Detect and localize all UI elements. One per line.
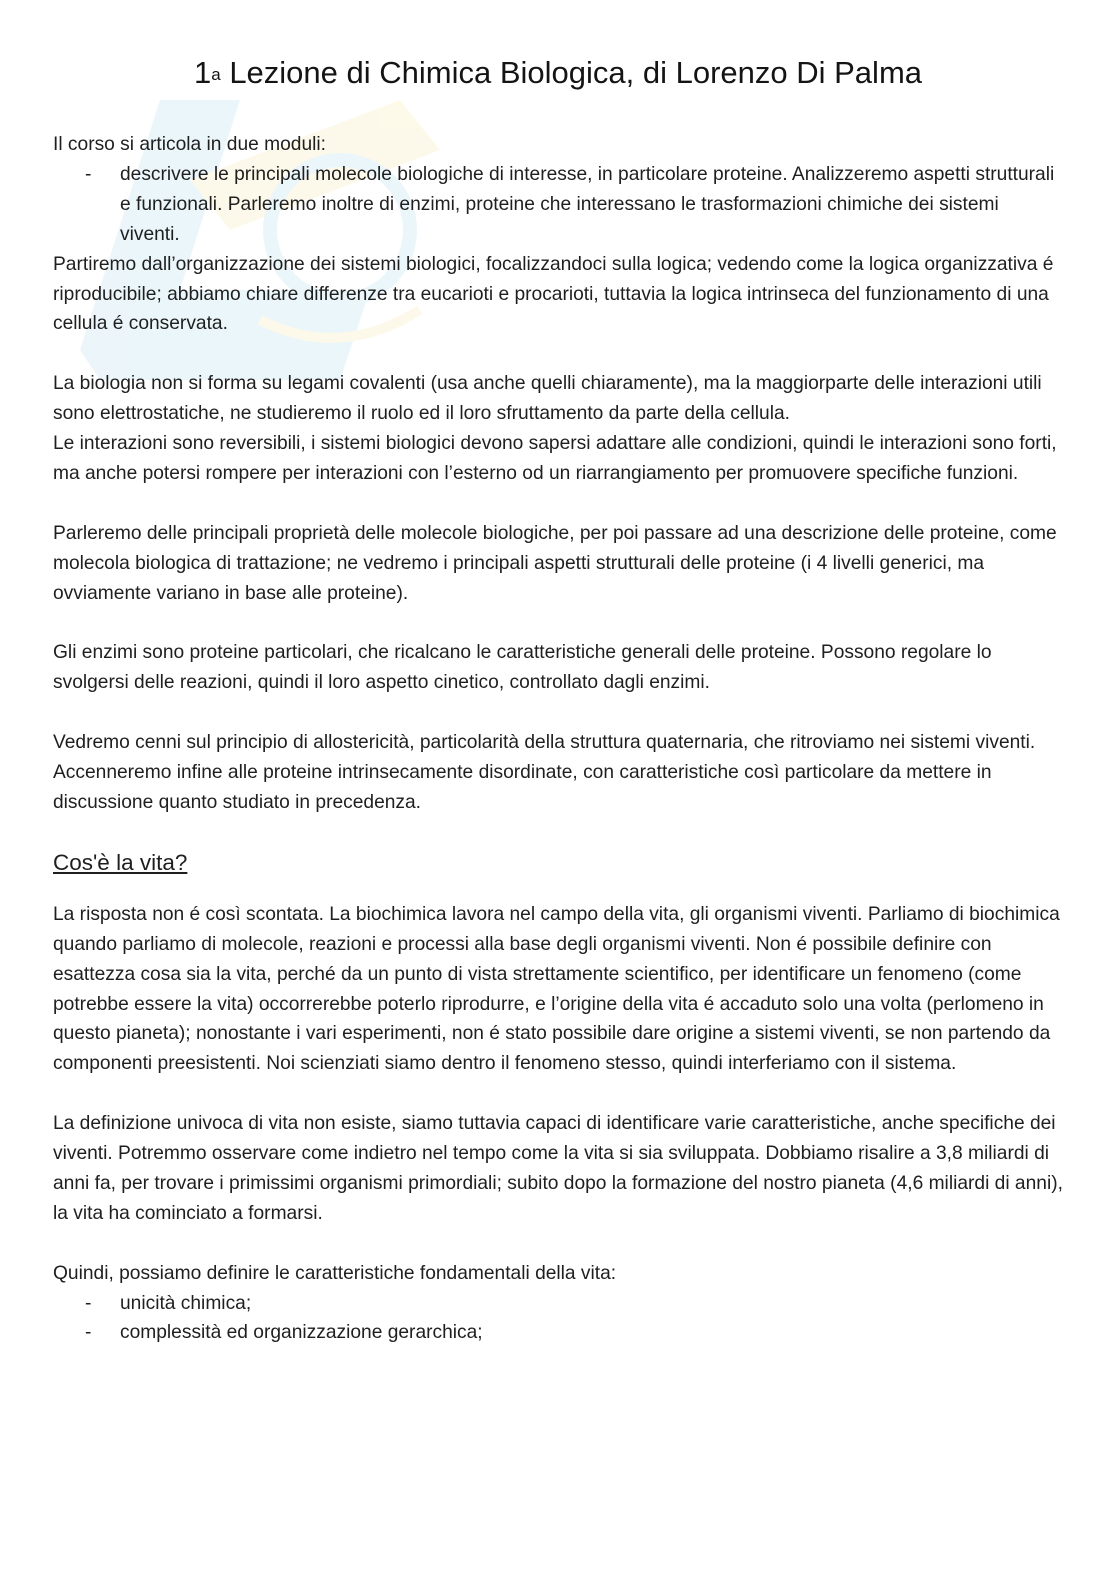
list-item-text: complessità ed organizzazione gerarchica;: [120, 1322, 483, 1344]
paragraph: Parleremo delle principali proprietà delle molecole biologiche, per poi passare ad una descrizione delle proteine, come molecola biologica di trattazione; ne vedremo i principali aspetti strutturali delle proteine (i 4 livelli generici, ma ovviamente variano in base alle proteine).: [53, 522, 1057, 604]
document-page: [53, 52, 1063, 1348]
list-item-text: descrivere le principali molecole biologiche di interesse, in particolare proteine. Analizzeremo aspetti strutturali e funzionali. Parleremo inoltre di enzimi, proteine che interessano le trasformazioni chimiche dei sistemi viventi.: [120, 163, 1055, 245]
paragraph: La risposta non é così scontata. La biochimica lavora nel campo della vita, gli organismi viventi. Parliamo di biochimica quando parliamo di molecole, reazioni e processi alla base degli organismi viventi. Non é possibile definire con esattezza cosa sia la vita, perché da un punto di vista strettamente scientifico, per identificare un fenomeno (come potrebbe essere la vita) occorrerebbe poterlo riprodurre, e l’origine della vita é accaduto solo una volta (perlomeno in questo pianeta); nonostante i vari esperimenti, non é stato possibile dare origine a sistemi viventi, se non partendo da componenti preesistenti. Noi scienziati siamo dentro il fenomeno stesso, quindi interferiamo con il sistema.: [53, 903, 1060, 1075]
characteristics-list: [53, 1289, 1063, 1349]
paragraph: Le interazioni sono reversibili, i sistemi biologici devono sapersi adattare alle condizioni, quindi le interazioni sono forti, ma anche potersi rompere per interazioni con l’esterno od un riarrangiamento per promuovere specifiche funzioni.: [53, 433, 1057, 484]
paragraph: Quindi, possiamo definire le caratteristiche fondamentali della vita:: [53, 1262, 617, 1284]
list-item: [53, 1289, 1063, 1319]
paragraph: Partiremo dall’organizzazione dei sistemi biologici, focalizzandoci sulla logica; vedendo come la logica organizzativa é riproducibile; abbiamo chiare differenze tra eucarioti e procarioti, tuttavia la logica intrinseca del funzionamento di una cellula é conservata.: [53, 253, 1054, 335]
title-superscript: a: [211, 65, 221, 84]
paragraph: Accenneremo infine alle proteine intrinsecamente disordinate, con caratteristiche così particolare da mettere in discussione quanto studiato in precedenza.: [53, 761, 992, 813]
section-heading: Cos'è la vita?: [53, 849, 188, 875]
paragraph: Gli enzimi sono proteine particolari, che ricalcano le caratteristiche generali delle proteine. Possono regolare lo svolgersi delle reazioni, quindi il loro aspetto cinetico, controllato dagli enzimi.: [53, 642, 992, 694]
list-item-text: unicità chimica;: [120, 1292, 252, 1314]
title-number: 1: [193, 55, 212, 90]
paragraph: Vedremo cenni sul principio di allostericità, particolarità della struttura quaternaria, che ritroviamo nei sistemi viventi.: [53, 732, 1036, 754]
title-text: Lezione di Chimica Biologica, di Lorenzo Di Palma: [220, 55, 923, 90]
paragraph: La biologia non si forma su legami covalenti (usa anche quelli chiaramente), ma la maggiorparte delle interazioni utili sono elettrostatiche, ne studieremo il ruolo ed il loro sfruttamento da parte della cellula.: [53, 373, 1042, 425]
modules-list: [53, 160, 1063, 250]
intro-lead: Il corso si articola in due moduli:: [53, 134, 327, 155]
list-item: [53, 1318, 1063, 1348]
list-item: [53, 160, 1063, 250]
dash-marker: -: [85, 1322, 92, 1344]
page-title: [53, 52, 1063, 94]
dash-marker: -: [85, 163, 92, 185]
paragraph: La definizione univoca di vita non esiste, siamo tuttavia capaci di identificare varie caratteristiche, anche specifiche dei viventi. Potremmo osservare come indietro nel tempo come la vita si sia sviluppata. Dobbiamo risalire a 3,8 miliardi di anni fa, per trovare i primissimi organismi primordiali; subito dopo la formazione del nostro pianeta (4,6 miliardi di anni), la vita ha cominciato a formarsi.: [53, 1113, 1063, 1224]
dash-marker: -: [85, 1292, 92, 1314]
